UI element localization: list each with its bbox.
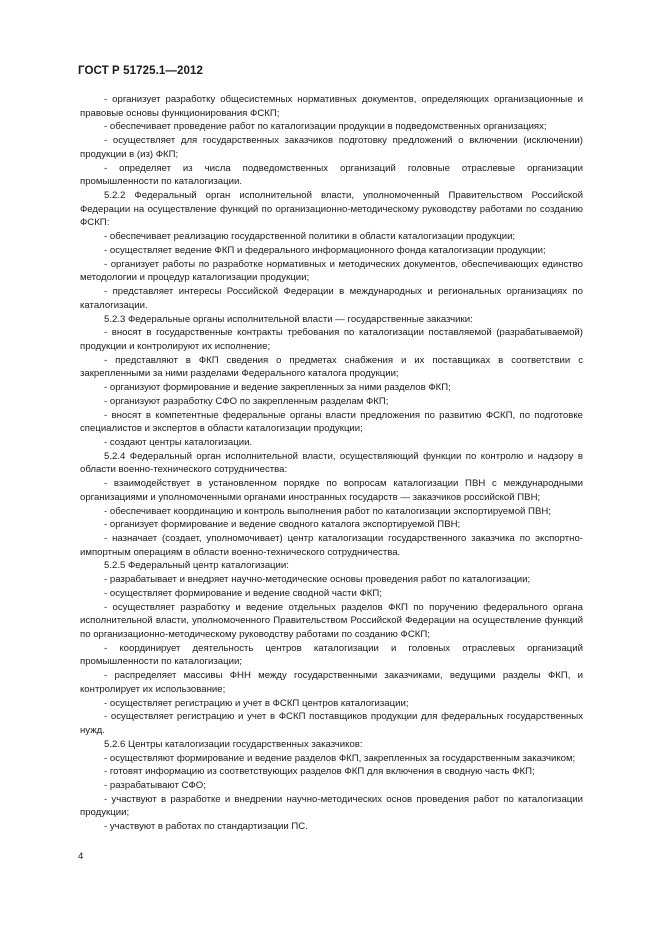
paragraph: - обеспечивает реализацию государственной политики в области каталогизации продукции; [104,231,516,243]
paragraph: - разрабатывает и внедряет научно-методические основы проведения работ по каталогизации; [104,574,531,586]
paragraph: 5.2.4 Федеральный орган исполнительной власти, осуществляющий функции по контролю и надзору в области военно-технического сотрудничества: [80,450,583,476]
paragraph: 5.2.2 Федеральный орган исполнительной власти, уполномоченный Правительством Российской Федерации на осуществление функций по организационно-методическому руководству работами по созданию ФСКП: [80,190,583,229]
paragraph: - представляют в ФКП сведения о предметах снабжения и их поставщиках в соответствии с закрепленными за ними разделами Федерального каталога продукции; [80,354,583,380]
page-number: 4 [78,851,84,862]
paragraph: - готовят информацию из соответствующих разделов ФКП для включения в сводную часть ФКП; [104,766,535,778]
paragraph: - осуществляют формирование и ведение разделов ФКП, закрепленных за государственным заказчиком; [104,752,576,764]
document-body [80,93,583,834]
paragraph: - осуществляет регистрацию и учет в ФСКП поставщиков продукции для федеральных государственных нужд. [80,711,583,737]
paragraph: - обеспечивает координацию и контроль выполнения работ по каталогизации экспортируемой ПВН; [104,505,551,517]
paragraph: - осуществляет ведение ФКП и федерального информационного фонда каталогизации продукции; [104,244,546,256]
paragraph: - взаимодействует в установленном порядке по вопросам каталогизации ПВН с международными организациями и уполномоченными органами иностранных государств — заказчиков российской ПВН; [80,478,583,503]
paragraph: - распределяет массивы ФНН между государственными заказчиками, ведущими разделы ФКП, и контролирует их использование; [80,670,583,695]
paragraph: 5.2.5 Федеральный центр каталогизации: [104,560,289,572]
paragraph: - обеспечивает проведение работ по каталогизации продукции в подведомственных организациях; [104,121,547,133]
paragraph: - определяет из числа подведомственных организаций головные отраслевые организации промышленности по каталогизации. [80,162,583,188]
paragraph: - организует работы по разработке нормативных и методических документов, обеспечивающих единство методологии и процедур каталогизации продукции; [80,258,583,284]
paragraph: - осуществляет регистрацию и учет в ФСКП центров каталогизации; [104,697,409,709]
paragraph: 5.2.6 Центры каталогизации государственных заказчиков: [104,738,363,750]
paragraph: - осуществляет для государственных заказчиков подготовку предложений о включении (исключении) продукции в (из) ФКП; [80,135,583,160]
paragraph: - участвуют в работах по стандартизации ПС. [104,821,308,833]
paragraph: - участвуют в разработке и внедрении научно-методических основ проведения работ по каталогизации продукции; [80,793,583,819]
paragraph: - организует разработку общесистемных нормативных документов, определяющих организационные и правовые основы функционирования ФСКП; [80,94,583,119]
paragraph: - разрабатывают СФО; [104,779,206,791]
paragraph: - организуют разработку СФО по закрепленным разделам ФКП; [104,395,389,407]
document-code-header: ГОСТ Р 51725.1—2012 [78,65,203,77]
paragraph: - организуют формирование и ведение закрепленных за ними разделов ФКП; [104,382,451,394]
paragraph: - вносят в компетентные федеральные органы власти предложения по развитию ФСКП, по подготовке специалистов и экспертов в области каталогизации продукции; [80,409,583,435]
paragraph: - организует формирование и ведение сводного каталога экспортируемой ПВН; [104,519,461,531]
paragraph: - представляет интересы Российской Федерации в международных и региональных организациях по каталогизации. [80,286,583,311]
paragraph: - создают центры каталогизации. [104,436,253,448]
paragraph: - координирует деятельность центров каталогизации и головных отраслевых организаций промышленности по каталогизации; [80,642,583,668]
paragraph: - назначает (создает, уполномочивает) центр каталогизации государственного заказчика по экспортно-импортным операциям в области военно-технического сотрудничества. [80,533,583,558]
paragraph: - осуществляет формирование и ведение сводной части ФКП; [104,587,382,599]
paragraph: - вносят в государственные контракты требования по каталогизации поставляемой (разрабатываемой) продукции и контролируют их исполнение; [80,327,583,352]
paragraph: 5.2.3 Федеральные органы исполнительной власти — государственные заказчики: [104,313,473,325]
paragraph: - осуществляет разработку и ведение отдельных разделов ФКП по поручению федерального органа исполнительной власти, уполномоченного Правительством Российской Федерации на осуществление функций по организационно-методическому руководству работами по созданию ФСКП; [80,601,583,641]
